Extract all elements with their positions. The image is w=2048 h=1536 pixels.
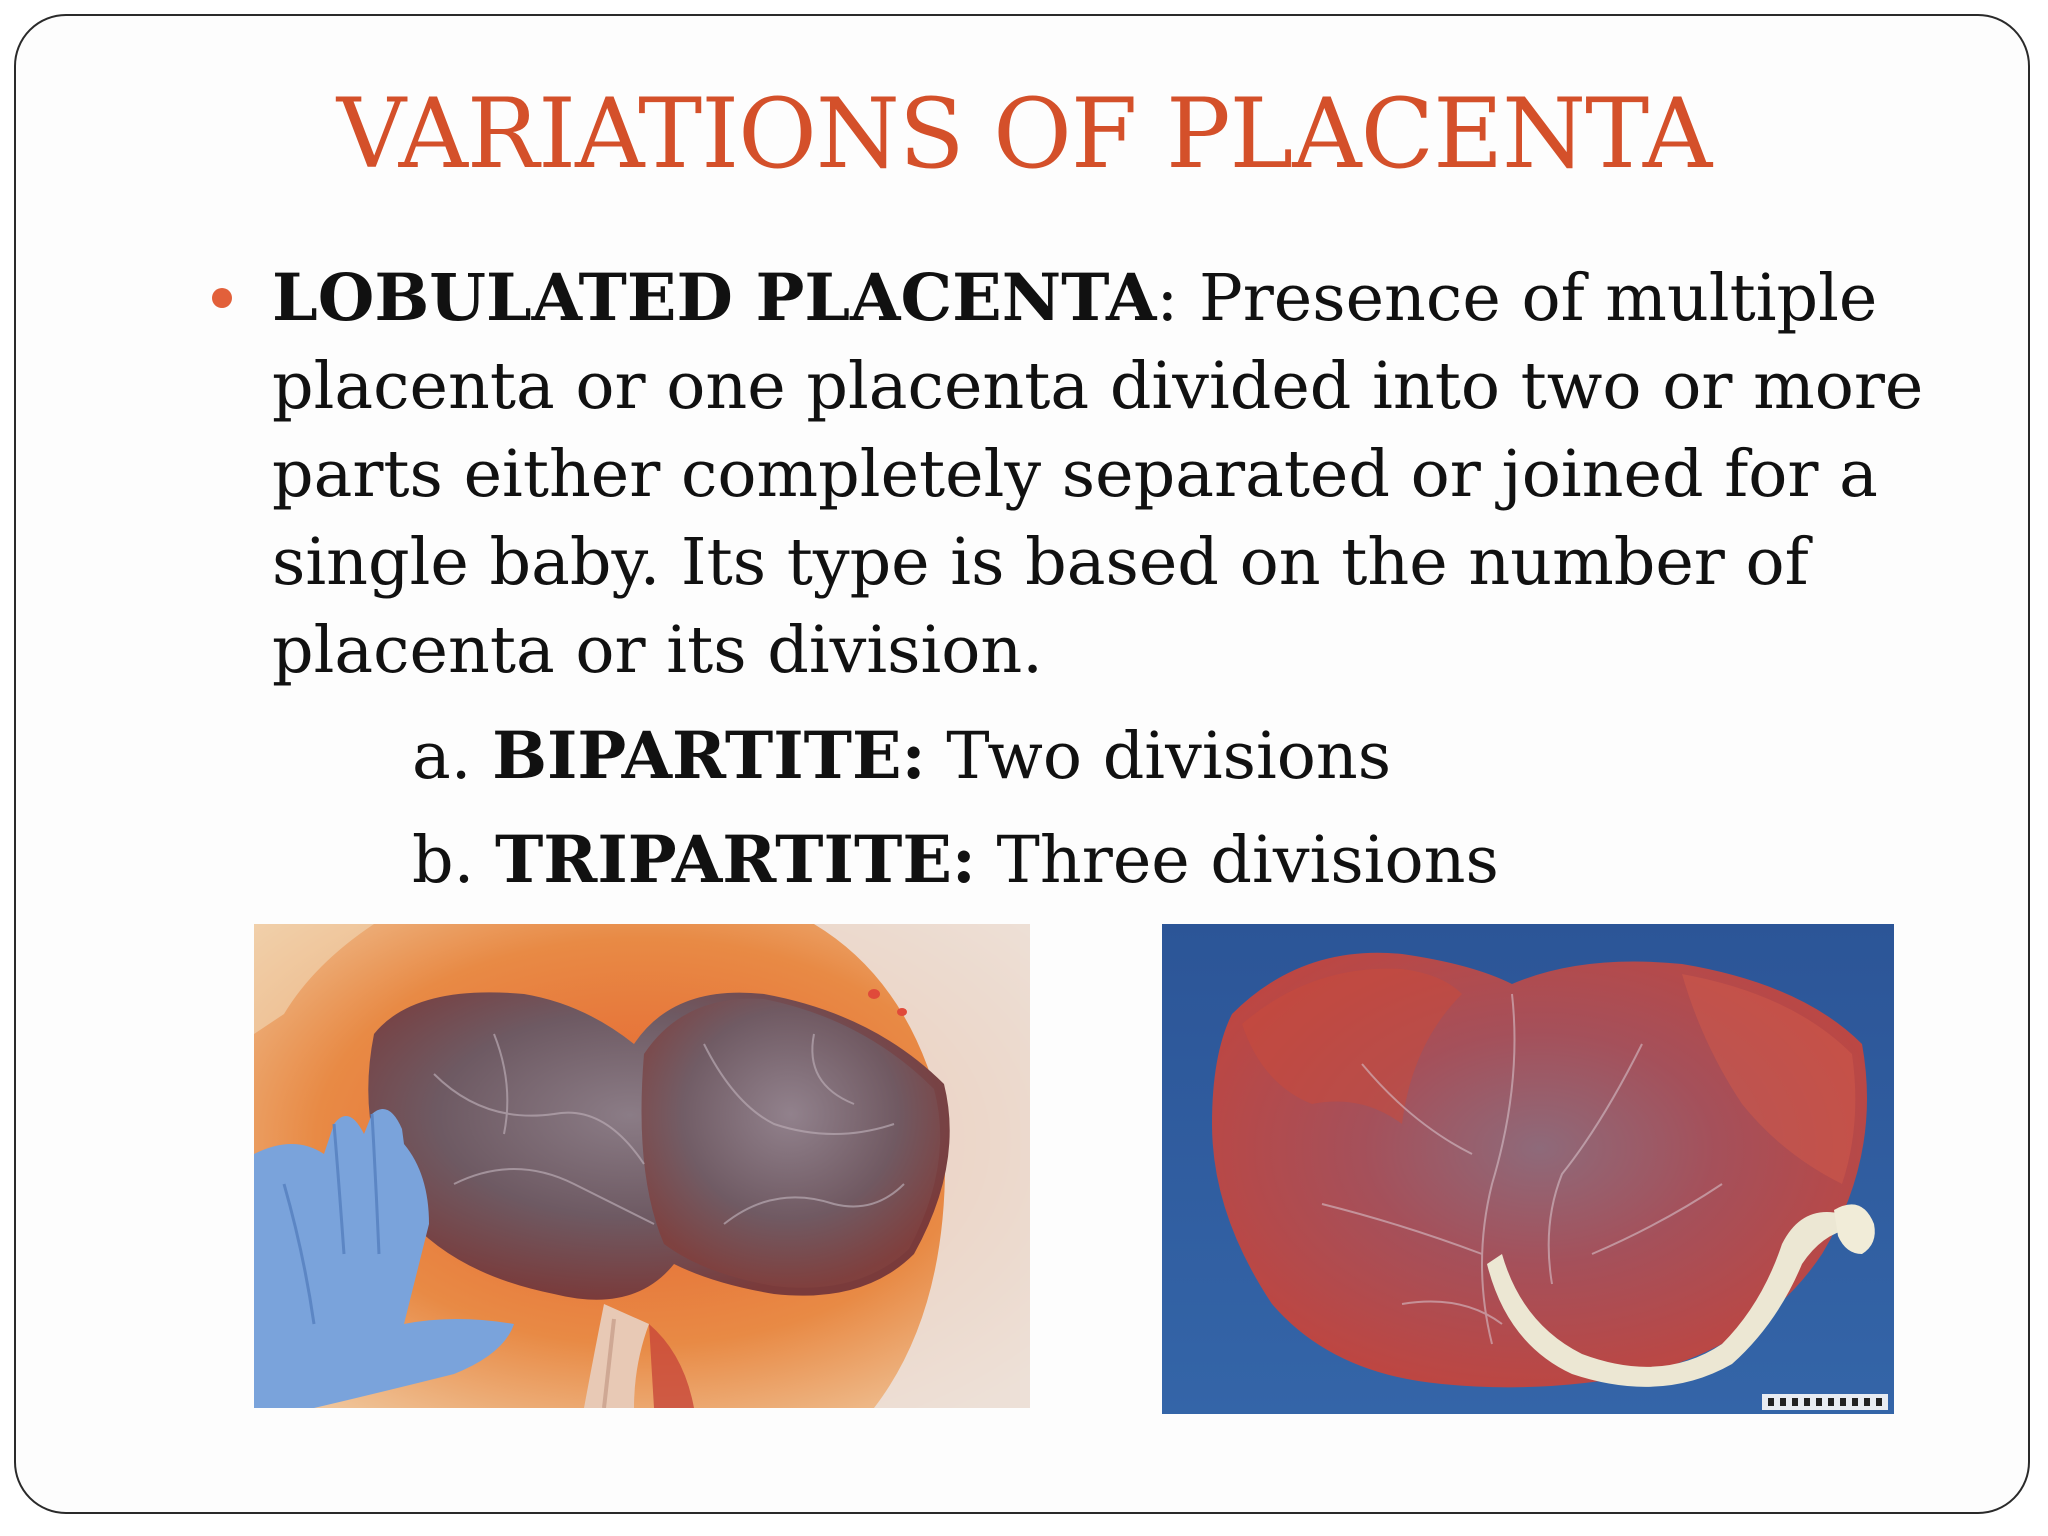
subitem-text: Two divisions xyxy=(925,719,1392,794)
subitem-tripartite xyxy=(412,816,1499,905)
slide-title: VARIATIONS OF PLACENTA xyxy=(336,78,1712,190)
tripartite-placenta-photo xyxy=(1162,924,1894,1414)
bullet-separator: : xyxy=(1156,261,1179,336)
subitem-marker: b. xyxy=(412,823,495,898)
subitem-text: Three divisions xyxy=(975,823,1499,898)
subitem-marker: a. xyxy=(412,719,493,794)
slide xyxy=(14,14,2030,1514)
subitem-term: BIPARTITE: xyxy=(492,718,926,794)
bullet-term: LOBULATED PLACENTA xyxy=(272,260,1157,336)
bullet-dot-icon xyxy=(212,288,232,308)
bullet-definition: Presence of multiple placenta or one placenta divided into two or more parts either completely separated or joined for a single baby. Its type is based on the number of placenta or its division. xyxy=(272,261,1924,688)
bullet-paragraph xyxy=(272,254,2012,695)
bipartite-placenta-photo xyxy=(254,924,1030,1408)
subitem-bipartite xyxy=(412,712,1391,801)
subitem-term: TRIPARTITE: xyxy=(494,822,976,898)
